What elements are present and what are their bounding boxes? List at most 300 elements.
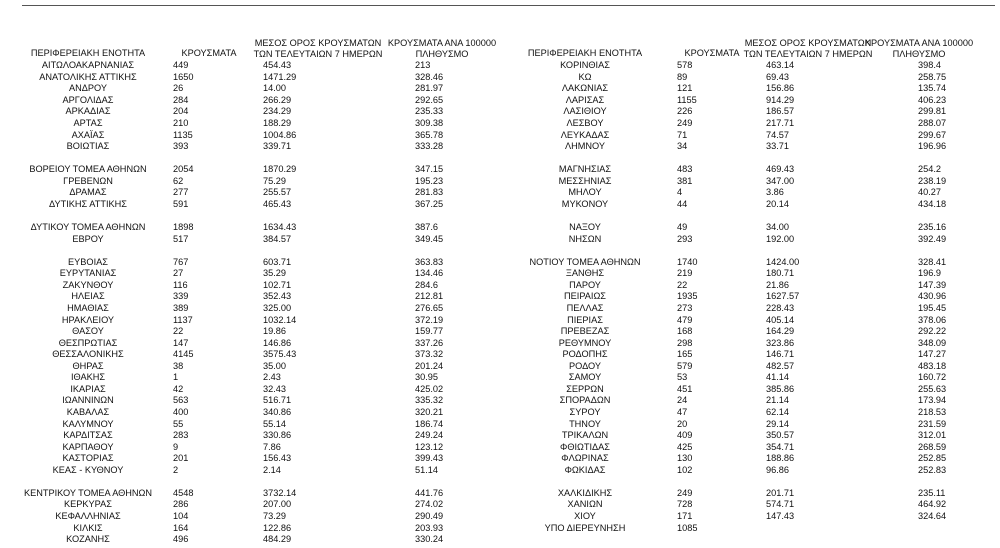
left-row-region: ΑΝΑΤΟΛΙΚΗΣ ΑΤΤΙΚΗΣ bbox=[39, 71, 137, 82]
left-row-avg7: 1471.29 bbox=[263, 71, 297, 82]
right-row-avg7: 147.43 bbox=[766, 511, 795, 522]
right-row-avg7: 21.14 bbox=[766, 395, 789, 406]
right-row-cases: 89 bbox=[677, 71, 688, 82]
right-row-region: ΡΟΔΟΠΗΣ bbox=[562, 349, 608, 360]
left-row-per100k: 320.21 bbox=[415, 407, 444, 417]
right-row-region: ΦΘΙΩΤΙΔΑΣ bbox=[559, 441, 610, 452]
left-row-region: ΙΩΑΝΝΙΝΩΝ bbox=[62, 395, 114, 406]
left-row-cases: 389 bbox=[173, 302, 189, 313]
left-row-per100k: 159.77 bbox=[415, 326, 444, 337]
left-row-region: ΘΑΣΟΥ bbox=[72, 326, 104, 337]
right-row-region: ΧΙΟΥ bbox=[574, 511, 596, 522]
right-row-avg7: 74.57 bbox=[766, 129, 789, 140]
left-row-region: ΔΡΑΜΑΣ bbox=[69, 187, 107, 198]
left-row-per100k: 372.19 bbox=[415, 314, 444, 325]
right-row-avg7: 34.00 bbox=[766, 222, 789, 233]
right-row-region: ΠΙΕΡΙΑΣ bbox=[567, 314, 603, 325]
left-row-avg7: 352.43 bbox=[263, 291, 292, 302]
right-row-per100k: 255.63 bbox=[918, 383, 947, 394]
left-row-per100k: 30.95 bbox=[415, 372, 438, 383]
right-row-avg7: 33.71 bbox=[766, 141, 789, 152]
left-row-avg7: 3575.43 bbox=[263, 349, 297, 360]
left-row-region: ΚΑΡΔΙΤΣΑΣ bbox=[63, 430, 113, 441]
right-row-per100k: 147.39 bbox=[918, 279, 947, 290]
left-row-per100k: 213 bbox=[415, 60, 431, 71]
left-row-region: ΕΥΒΟΙΑΣ bbox=[68, 256, 108, 267]
right-header-per100k bbox=[839, 38, 999, 60]
left-row-avg7: 73.29 bbox=[263, 511, 286, 522]
right-row-region: ΛΕΣΒΟΥ bbox=[566, 118, 604, 128]
left-row-per100k: 276.65 bbox=[415, 302, 444, 313]
left-row-avg7: 325.00 bbox=[263, 302, 292, 313]
right-row-region: ΚΟΡΙΝΘΙΑΣ bbox=[560, 60, 610, 71]
right-row-cases: 219 bbox=[677, 268, 693, 279]
right-header-avg7-line: ΤΩΝ ΤΕΛΕΥΤΑΙΩΝ 7 ΗΜΕΡΩΝ bbox=[743, 49, 873, 59]
left-row-cases: 164 bbox=[173, 522, 189, 533]
left-row-per100k: 186.74 bbox=[415, 418, 444, 429]
right-row-region: ΜΗΛΟΥ bbox=[568, 187, 602, 198]
left-row-cases: 1650 bbox=[173, 71, 194, 82]
left-header-per100k-line: ΚΡΟΥΣΜΑΤΑ ΑΝΑ 100000 bbox=[387, 38, 497, 48]
right-row-region: ΚΩ bbox=[578, 71, 592, 82]
left-row-avg7: 465.43 bbox=[263, 198, 292, 209]
right-row-region: ΜΕΣΣΗΝΙΑΣ bbox=[558, 175, 612, 186]
left-row-cases: 283 bbox=[173, 430, 189, 441]
left-row-cases: 339 bbox=[173, 291, 189, 302]
right-row-region: ΞΑΝΘΗΣ bbox=[565, 268, 605, 279]
left-row-region: ΗΜΑΘΙΑΣ bbox=[67, 302, 109, 313]
left-row-avg7: 207.00 bbox=[263, 499, 292, 510]
right-row-region: ΛΑΚΩΝΙΑΣ bbox=[561, 83, 609, 94]
left-row-region: ΖΑΚΥΝΘΟΥ bbox=[62, 279, 114, 290]
right-row-per100k: 254.2 bbox=[918, 164, 941, 175]
right-row-cases: 22 bbox=[677, 279, 688, 290]
left-header-cases-line: ΚΡΟΥΣΜΑΤΑ bbox=[181, 48, 237, 58]
right-row-cases: 1935 bbox=[677, 291, 698, 302]
left-row-avg7: 1004.86 bbox=[263, 129, 297, 140]
right-row-per100k: 173.94 bbox=[918, 395, 947, 406]
right-row-avg7: 217.71 bbox=[766, 118, 795, 128]
left-row-cases: 55 bbox=[173, 418, 184, 429]
right-row-avg7: 323.86 bbox=[766, 337, 795, 348]
left-row-region: ΚΕΦΑΛΛΗΝΙΑΣ bbox=[55, 511, 121, 522]
left-row-per100k: 365.78 bbox=[415, 129, 444, 140]
right-row-cases: 165 bbox=[677, 349, 693, 360]
right-row-avg7: 463.14 bbox=[766, 60, 795, 71]
left-row-avg7: 14.00 bbox=[263, 83, 286, 94]
left-row-avg7: 266.29 bbox=[263, 94, 292, 105]
left-row-cases: 767 bbox=[173, 256, 189, 267]
left-row-per100k: 347.15 bbox=[415, 164, 444, 175]
right-row-per100k: 328.41 bbox=[918, 256, 947, 267]
left-row-region: ΚΑΛΥΜΝΟΥ bbox=[62, 418, 114, 429]
right-row-avg7: 1424.00 bbox=[766, 256, 800, 267]
left-row-avg7: 188.29 bbox=[263, 118, 292, 128]
left-row-cases: 449 bbox=[173, 60, 189, 71]
left-row-per100k: 281.83 bbox=[415, 187, 444, 198]
left-row-region: ΑΙΤΩΛΟΑΚΑΡΝΑΝΙΑΣ bbox=[41, 60, 135, 71]
left-row-cases: 2 bbox=[173, 464, 179, 475]
right-row-region: ΝΗΣΩΝ bbox=[568, 233, 602, 244]
left-row-region: ΚΙΛΚΙΣ bbox=[73, 522, 103, 533]
right-row-per100k: 312.01 bbox=[918, 430, 947, 441]
right-row-per100k: 268.59 bbox=[918, 441, 947, 452]
left-row-cases: 9 bbox=[173, 441, 179, 452]
left-row-region: ΕΒΡΟΥ bbox=[72, 233, 104, 244]
right-row-avg7: 228.43 bbox=[766, 302, 795, 313]
left-row-cases: 1137 bbox=[173, 314, 193, 325]
left-row-region: ΚΕΑΣ - ΚΥΘΝΟΥ bbox=[52, 464, 124, 475]
left-row-region: ΘΗΡΑΣ bbox=[72, 360, 104, 371]
right-row-per100k: 195.45 bbox=[918, 302, 947, 313]
left-row-cases: 38 bbox=[173, 360, 184, 371]
right-row-region: ΡΟΔΟΥ bbox=[568, 360, 601, 371]
right-row-region: ΛΗΜΝΟΥ bbox=[564, 141, 606, 152]
right-row-per100k: 231.59 bbox=[918, 418, 947, 429]
left-row-avg7: 1870.29 bbox=[263, 164, 297, 175]
right-row-avg7: 180.71 bbox=[766, 268, 795, 279]
right-row-per100k: 258.75 bbox=[918, 71, 947, 82]
left-row-per100k: 235.33 bbox=[415, 106, 444, 117]
right-row-cases: 249 bbox=[677, 118, 693, 128]
right-header-avg7-line: ΜΕΣΟΣ ΟΡΟΣ ΚΡΟΥΣΜΑΤΩΝ bbox=[744, 38, 872, 48]
right-row-avg7: 188.86 bbox=[766, 453, 795, 464]
right-row-cases: 226 bbox=[677, 106, 693, 117]
left-row-cases: 1898 bbox=[173, 222, 194, 233]
left-row-avg7: 102.71 bbox=[263, 279, 292, 290]
right-row-avg7: 482.57 bbox=[766, 360, 795, 371]
right-row-per100k: 235.16 bbox=[918, 222, 947, 233]
right-row-cases: 20 bbox=[677, 418, 688, 429]
left-row-avg7: 32.43 bbox=[263, 383, 286, 394]
left-row-region: ΔΥΤΙΚΟΥ ΤΟΜΕΑ ΑΘΗΝΩΝ bbox=[30, 222, 146, 233]
right-row-region: ΧΑΛΚΙΔΙΚΗΣ bbox=[557, 487, 613, 498]
right-row-avg7: 62.14 bbox=[766, 407, 789, 417]
right-row-avg7: 192.00 bbox=[766, 233, 795, 244]
right-row-per100k: 252.83 bbox=[918, 464, 947, 475]
right-row-per100k: 348.09 bbox=[918, 337, 947, 348]
left-row-region: ΚΑΣΤΟΡΙΑΣ bbox=[62, 453, 114, 464]
left-row-region: ΑΝΔΡΟΥ bbox=[68, 83, 107, 94]
right-row-region: ΥΠΟ ΔΙΕΡΕΥΝΗΣΗ bbox=[544, 522, 626, 533]
left-row-per100k: 51.14 bbox=[415, 464, 438, 475]
left-row-cases: 1 bbox=[173, 372, 179, 383]
right-row-per100k: 235.11 bbox=[918, 487, 946, 498]
left-row-avg7: 19.86 bbox=[263, 326, 286, 337]
right-row-per100k: 292.22 bbox=[918, 326, 947, 337]
left-row-avg7: 516.71 bbox=[263, 395, 292, 406]
left-row-per100k: 201.24 bbox=[415, 360, 444, 371]
left-row-per100k: 309.38 bbox=[415, 118, 444, 128]
right-row-avg7: 347.00 bbox=[766, 175, 795, 186]
right-row-per100k: 430.96 bbox=[918, 291, 947, 302]
right-header-region-line: ΠΕΡΙΦΕΡΕΙΑΚΗ ΕΝΟΤΗΤΑ bbox=[527, 48, 643, 58]
left-row-cases: 400 bbox=[173, 407, 189, 417]
left-row-per100k: 284.6 bbox=[415, 279, 438, 290]
left-row-region: ΑΡΚΑΔΙΑΣ bbox=[65, 106, 111, 117]
left-row-per100k: 349.45 bbox=[415, 233, 444, 244]
left-header-per100k-line: ΠΛΗΘΥΣΜΟ bbox=[415, 49, 469, 59]
right-row-region: ΠΑΡΟΥ bbox=[569, 279, 601, 290]
right-row-cases: 479 bbox=[677, 314, 693, 325]
right-row-cases: 249 bbox=[677, 487, 693, 498]
right-row-avg7: 1627.57 bbox=[766, 291, 800, 302]
left-row-cases: 26 bbox=[173, 83, 184, 94]
left-row-region: ΑΧΑΪΑΣ bbox=[71, 129, 105, 140]
right-row-avg7: 574.71 bbox=[766, 499, 795, 510]
left-row-region: ΚΑΒΑΛΑΣ bbox=[66, 407, 110, 417]
left-row-cases: 22 bbox=[173, 326, 184, 337]
left-row-cases: 2054 bbox=[173, 164, 194, 175]
left-row-avg7: 7.86 bbox=[263, 441, 281, 452]
right-row-cases: 47 bbox=[677, 407, 688, 417]
right-row-avg7: 20.14 bbox=[766, 198, 789, 209]
left-row-per100k: 123.12 bbox=[415, 441, 444, 452]
left-row-per100k: 290.49 bbox=[415, 511, 444, 522]
left-row-region: ΙΚΑΡΙΑΣ bbox=[70, 383, 106, 394]
left-row-avg7: 75.29 bbox=[263, 175, 286, 186]
right-row-avg7: 201.71 bbox=[766, 487, 795, 498]
right-row-avg7: 3.86 bbox=[766, 187, 784, 198]
right-row-per100k: 218.53 bbox=[918, 407, 947, 417]
right-row-cases: 298 bbox=[677, 337, 693, 348]
right-row-region: ΠΡΕΒΕΖΑΣ bbox=[560, 326, 610, 337]
right-row-cases: 168 bbox=[677, 326, 693, 337]
right-row-avg7: 164.29 bbox=[766, 326, 795, 337]
left-row-region: ΒΟΡΕΙΟΥ ΤΟΜΕΑ ΑΘΗΝΩΝ bbox=[29, 164, 147, 175]
right-row-per100k: 238.19 bbox=[918, 175, 947, 186]
left-row-avg7: 55.14 bbox=[263, 418, 286, 429]
left-row-per100k: 249.24 bbox=[415, 430, 444, 441]
right-row-cases: 102 bbox=[677, 464, 693, 475]
left-row-avg7: 122.86 bbox=[263, 522, 292, 533]
right-header-cases-line: ΚΡΟΥΣΜΑΤΑ bbox=[684, 48, 740, 58]
right-row-per100k: 392.49 bbox=[918, 233, 947, 244]
left-row-cases: 286 bbox=[173, 499, 189, 510]
right-row-per100k: 398.4 bbox=[918, 60, 941, 71]
right-row-cases: 49 bbox=[677, 222, 688, 233]
left-row-per100k: 333.28 bbox=[415, 141, 444, 152]
right-row-per100k: 196.9 bbox=[918, 268, 941, 279]
right-row-cases: 1085 bbox=[677, 522, 698, 533]
left-row-cases: 277 bbox=[173, 187, 189, 198]
right-row-cases: 425 bbox=[677, 441, 693, 452]
left-row-region: ΑΡΤΑΣ bbox=[73, 118, 103, 128]
right-row-region: ΜΥΚΟΝΟΥ bbox=[561, 198, 609, 209]
right-row-avg7: 405.14 bbox=[766, 314, 795, 325]
right-row-cases: 53 bbox=[677, 372, 688, 383]
right-row-per100k: 40.27 bbox=[918, 187, 941, 198]
left-row-cases: 1135 bbox=[173, 129, 193, 140]
left-row-cases: 591 bbox=[173, 198, 189, 209]
right-row-cases: 578 bbox=[677, 60, 693, 71]
right-row-avg7: 469.43 bbox=[766, 164, 795, 175]
left-row-per100k: 330.24 bbox=[415, 534, 444, 545]
left-row-per100k: 441.76 bbox=[415, 487, 444, 498]
left-row-region: ΚΟΖΑΝΗΣ bbox=[66, 534, 110, 545]
right-row-cases: 121 bbox=[677, 83, 693, 94]
right-row-region: ΦΛΩΡΙΝΑΣ bbox=[561, 453, 609, 464]
right-row-region: ΛΑΣΙΘΙΟΥ bbox=[563, 106, 607, 117]
right-row-region: ΝΑΞΟΥ bbox=[569, 222, 601, 233]
left-row-cases: 284 bbox=[173, 94, 189, 105]
left-row-avg7: 146.86 bbox=[263, 337, 292, 348]
left-row-region: ΗΡΑΚΛΕΙΟΥ bbox=[61, 314, 115, 325]
left-row-cases: 147 bbox=[173, 337, 189, 348]
right-row-region: ΣΕΡΡΩΝ bbox=[566, 383, 604, 394]
left-row-region: ΚΕΡΚΥΡΑΣ bbox=[64, 499, 112, 510]
left-row-per100k: 363.83 bbox=[415, 256, 444, 267]
left-row-region: ΒΟΙΩΤΙΑΣ bbox=[66, 141, 110, 152]
right-row-per100k: 434.18 bbox=[918, 198, 947, 209]
left-row-avg7: 3732.14 bbox=[263, 487, 297, 498]
right-row-cases: 728 bbox=[677, 499, 693, 510]
right-row-cases: 171 bbox=[677, 511, 693, 522]
right-row-cases: 381 bbox=[677, 175, 693, 186]
left-row-per100k: 292.65 bbox=[415, 94, 444, 105]
left-row-per100k: 328.46 bbox=[415, 71, 444, 82]
left-row-per100k: 387.6 bbox=[415, 222, 438, 233]
left-row-avg7: 603.71 bbox=[263, 256, 292, 267]
left-row-region: ΘΕΣΠΡΩΤΙΑΣ bbox=[58, 337, 118, 348]
left-row-avg7: 35.29 bbox=[263, 268, 286, 279]
left-row-region: ΗΛΕΙΑΣ bbox=[71, 291, 105, 302]
right-row-cases: 44 bbox=[677, 198, 688, 209]
top-rule bbox=[22, 5, 995, 6]
right-row-per100k: 147.27 bbox=[918, 349, 947, 360]
right-row-avg7: 29.14 bbox=[766, 418, 789, 429]
left-row-region: ΑΡΓΟΛΙΔΑΣ bbox=[62, 94, 114, 105]
left-row-avg7: 255.57 bbox=[263, 187, 292, 198]
right-row-cases: 1740 bbox=[677, 256, 698, 267]
right-row-cases: 1155 bbox=[677, 94, 697, 105]
right-row-cases: 409 bbox=[677, 430, 693, 441]
left-row-cases: 42 bbox=[173, 383, 184, 394]
right-row-avg7: 914.29 bbox=[766, 94, 795, 105]
right-row-avg7: 186.57 bbox=[766, 106, 795, 117]
left-row-avg7: 330.86 bbox=[263, 430, 292, 441]
right-row-cases: 130 bbox=[677, 453, 693, 464]
right-row-avg7: 41.14 bbox=[766, 372, 789, 383]
left-row-avg7: 35.00 bbox=[263, 360, 286, 371]
left-row-avg7: 339.71 bbox=[263, 141, 292, 152]
right-row-cases: 451 bbox=[677, 383, 693, 394]
left-row-cases: 496 bbox=[173, 534, 189, 545]
left-row-avg7: 454.43 bbox=[263, 60, 292, 71]
left-row-cases: 393 bbox=[173, 141, 189, 152]
left-row-avg7: 1634.43 bbox=[263, 222, 297, 233]
left-row-region: ΚΑΡΠΑΘΟΥ bbox=[62, 441, 114, 452]
left-row-region: ΙΘΑΚΗΣ bbox=[70, 372, 106, 383]
left-row-per100k: 134.46 bbox=[415, 268, 444, 279]
right-row-per100k: 378.06 bbox=[918, 314, 947, 325]
left-row-region: ΚΕΝΤΡΙΚΟΥ ΤΟΜΕΑ ΑΘΗΝΩΝ bbox=[23, 487, 153, 498]
left-row-cases: 4548 bbox=[173, 487, 194, 498]
left-row-per100k: 203.93 bbox=[415, 522, 444, 533]
left-row-per100k: 337.26 bbox=[415, 337, 444, 348]
right-row-region: ΧΑΝΙΩΝ bbox=[567, 499, 603, 510]
right-row-region: ΡΕΘΥΜΝΟΥ bbox=[558, 337, 612, 348]
right-row-cases: 24 bbox=[677, 395, 688, 406]
left-row-avg7: 384.57 bbox=[263, 233, 292, 244]
left-header-avg7-line: ΜΕΣΟΣ ΟΡΟΣ ΚΡΟΥΣΜΑΤΩΝ bbox=[254, 38, 382, 48]
right-row-cases: 483 bbox=[677, 164, 693, 175]
right-row-region: ΣΠΟΡΑΔΩΝ bbox=[559, 395, 611, 406]
right-row-avg7: 350.57 bbox=[766, 430, 795, 441]
right-row-cases: 293 bbox=[677, 233, 693, 244]
left-row-cases: 201 bbox=[173, 453, 189, 464]
left-row-region: ΘΕΣΣΑΛΟΝΙΚΗΣ bbox=[52, 349, 124, 360]
right-row-avg7: 156.86 bbox=[766, 83, 795, 94]
left-row-cases: 204 bbox=[173, 106, 189, 117]
right-row-avg7: 354.71 bbox=[766, 441, 795, 452]
right-header-per100k-line: ΚΡΟΥΣΜΑΤΑ ΑΝΑ 100000 bbox=[864, 38, 974, 48]
left-row-avg7: 484.29 bbox=[263, 534, 292, 545]
right-row-cases: 71 bbox=[677, 129, 688, 140]
right-row-avg7: 69.43 bbox=[766, 71, 789, 82]
right-row-per100k: 324.64 bbox=[918, 511, 947, 522]
left-row-cases: 27 bbox=[173, 268, 184, 279]
left-row-per100k: 425.02 bbox=[415, 383, 444, 394]
left-row-region: ΔΥΤΙΚΗΣ ΑΤΤΙΚΗΣ bbox=[49, 198, 127, 209]
right-row-region: ΛΕΥΚΑΔΑΣ bbox=[560, 129, 610, 140]
right-row-cases: 273 bbox=[677, 302, 693, 313]
right-row-avg7: 146.71 bbox=[766, 349, 795, 360]
right-header-per100k-line: ΠΛΗΘΥΣΜΟ bbox=[892, 49, 946, 59]
left-row-per100k: 212.81 bbox=[415, 291, 444, 302]
right-row-region: ΜΑΓΝΗΣΙΑΣ bbox=[558, 164, 612, 175]
left-row-avg7: 2.43 bbox=[263, 372, 281, 383]
left-row-avg7: 156.43 bbox=[263, 453, 292, 464]
right-row-region: ΝΟΤΙΟΥ ΤΟΜΕΑ ΑΘΗΝΩΝ bbox=[529, 256, 641, 267]
right-row-region: ΤΡΙΚΑΛΩΝ bbox=[561, 430, 609, 441]
right-row-per100k: 160.72 bbox=[918, 372, 947, 383]
left-row-cases: 62 bbox=[173, 175, 184, 186]
left-row-per100k: 274.02 bbox=[415, 499, 444, 510]
right-row-region: ΣΥΡΟΥ bbox=[569, 407, 601, 417]
left-row-region: ΓΡΕΒΕΝΩΝ bbox=[63, 175, 113, 186]
left-header-avg7-line: ΤΩΝ ΤΕΛΕΥΤΑΙΩΝ 7 ΗΜΕΡΩΝ bbox=[253, 49, 383, 59]
right-row-cases: 579 bbox=[677, 360, 693, 371]
right-row-avg7: 385.86 bbox=[766, 383, 795, 394]
left-row-cases: 563 bbox=[173, 395, 189, 406]
right-row-per100k: 483.18 bbox=[918, 360, 947, 371]
left-row-per100k: 335.32 bbox=[415, 395, 444, 406]
right-row-cases: 4 bbox=[677, 187, 683, 198]
left-row-avg7: 2.14 bbox=[263, 464, 281, 475]
right-row-per100k: 252.85 bbox=[918, 453, 947, 464]
left-row-cases: 210 bbox=[173, 118, 189, 128]
right-row-region: ΛΑΡΙΣΑΣ bbox=[565, 94, 605, 105]
right-row-per100k: 288.07 bbox=[918, 118, 947, 128]
right-row-region: ΣΑΜΟΥ bbox=[568, 372, 602, 383]
left-row-per100k: 367.25 bbox=[415, 198, 444, 209]
left-row-cases: 4145 bbox=[173, 349, 194, 360]
left-row-region: ΕΥΡΥΤΑΝΙΑΣ bbox=[59, 268, 117, 279]
left-row-avg7: 340.86 bbox=[263, 407, 292, 417]
right-row-per100k: 464.92 bbox=[918, 499, 947, 510]
right-row-per100k: 299.81 bbox=[918, 106, 947, 117]
right-row-region: ΤΗΝΟΥ bbox=[569, 418, 601, 429]
left-row-cases: 116 bbox=[173, 279, 188, 290]
left-row-avg7: 1032.14 bbox=[263, 314, 297, 325]
left-row-per100k: 281.97 bbox=[415, 83, 444, 94]
left-row-cases: 517 bbox=[173, 233, 189, 244]
right-row-region: ΠΕΛΛΑΣ bbox=[566, 302, 604, 313]
right-row-per100k: 135.74 bbox=[918, 83, 947, 94]
right-row-avg7: 96.86 bbox=[766, 464, 789, 475]
right-row-per100k: 196.96 bbox=[918, 141, 947, 152]
